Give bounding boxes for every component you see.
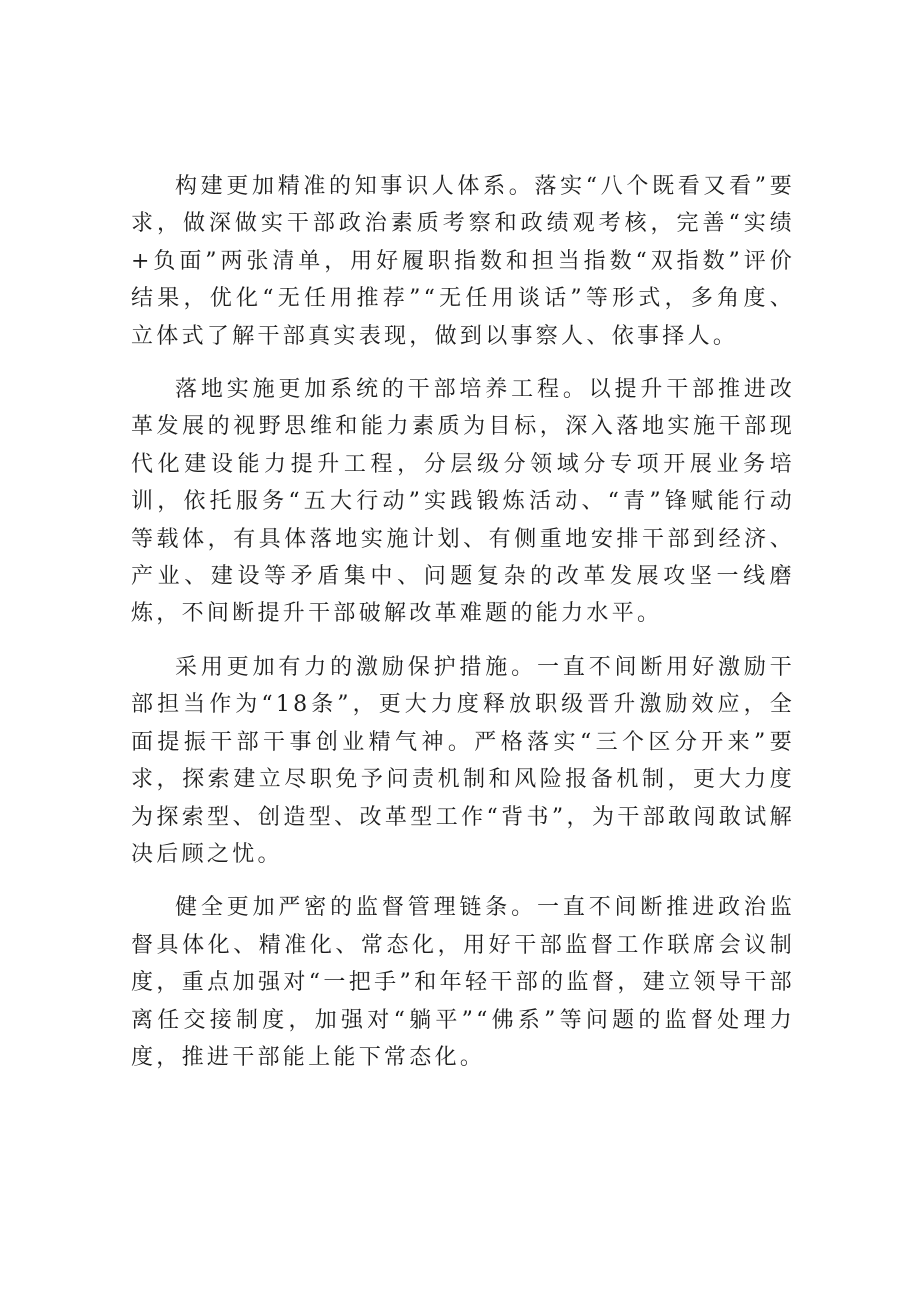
paragraph-knowing-people: 构建更加精准的知事识人体系。落实“八个既看又看”要求，做深做实干部政治素质考察和政绩观考核，完善“实绩+负面”两张清单，用好履职指数和担当指数“双指数”评价结果，优化“无任用推荐”“无任用谈话”等形式，多角度、立体式了解干部真实表现，做到以事察人、依事择人。 (131, 174, 795, 349)
paragraph-cadre-training: 落地实施更加系统的干部培养工程。以提升干部推进改革发展的视野思维和能力素质为目标，深入落地实施干部现代化建设能力提升工程，分层级分领域分专项开展业务培训，依托服务“五大行动”实践锻炼活动、“青”锋赋能行动等载体，有具体落地实施计划、有侧重地安排干部到经济、产业、建设等矛盾集中、问题复杂的改革发展攻坚一线磨炼，不间断提升干部破解改革难题的能力水平。 (131, 377, 795, 627)
paragraph-incentive-protection: 采用更加有力的激励保护措施。一直不间断用好激励干部担当作为“18条”，更大力度释放职级晋升激励效应，全面提振干部干事创业精气神。严格落实“三个区分开来”要求，探索建立尽职免予问责机制和风险报备机制，更大力度为探索型、创造型、改革型工作“背书”，为干部敢闯敢试解决后顾之忧。 (131, 654, 795, 867)
document-body (131, 168, 795, 1076)
paragraph-supervision-management: 健全更加严密的监督管理链条。一直不间断推进政治监督具体化、精准化、常态化，用好干部监督工作联席会议制度，重点加强对“一把手”和年轻干部的监督，建立领导干部离任交接制度，加强对“躺平”“佛系”等问题的监督处理力度，推进干部能上能下常态化。 (131, 895, 795, 1070)
